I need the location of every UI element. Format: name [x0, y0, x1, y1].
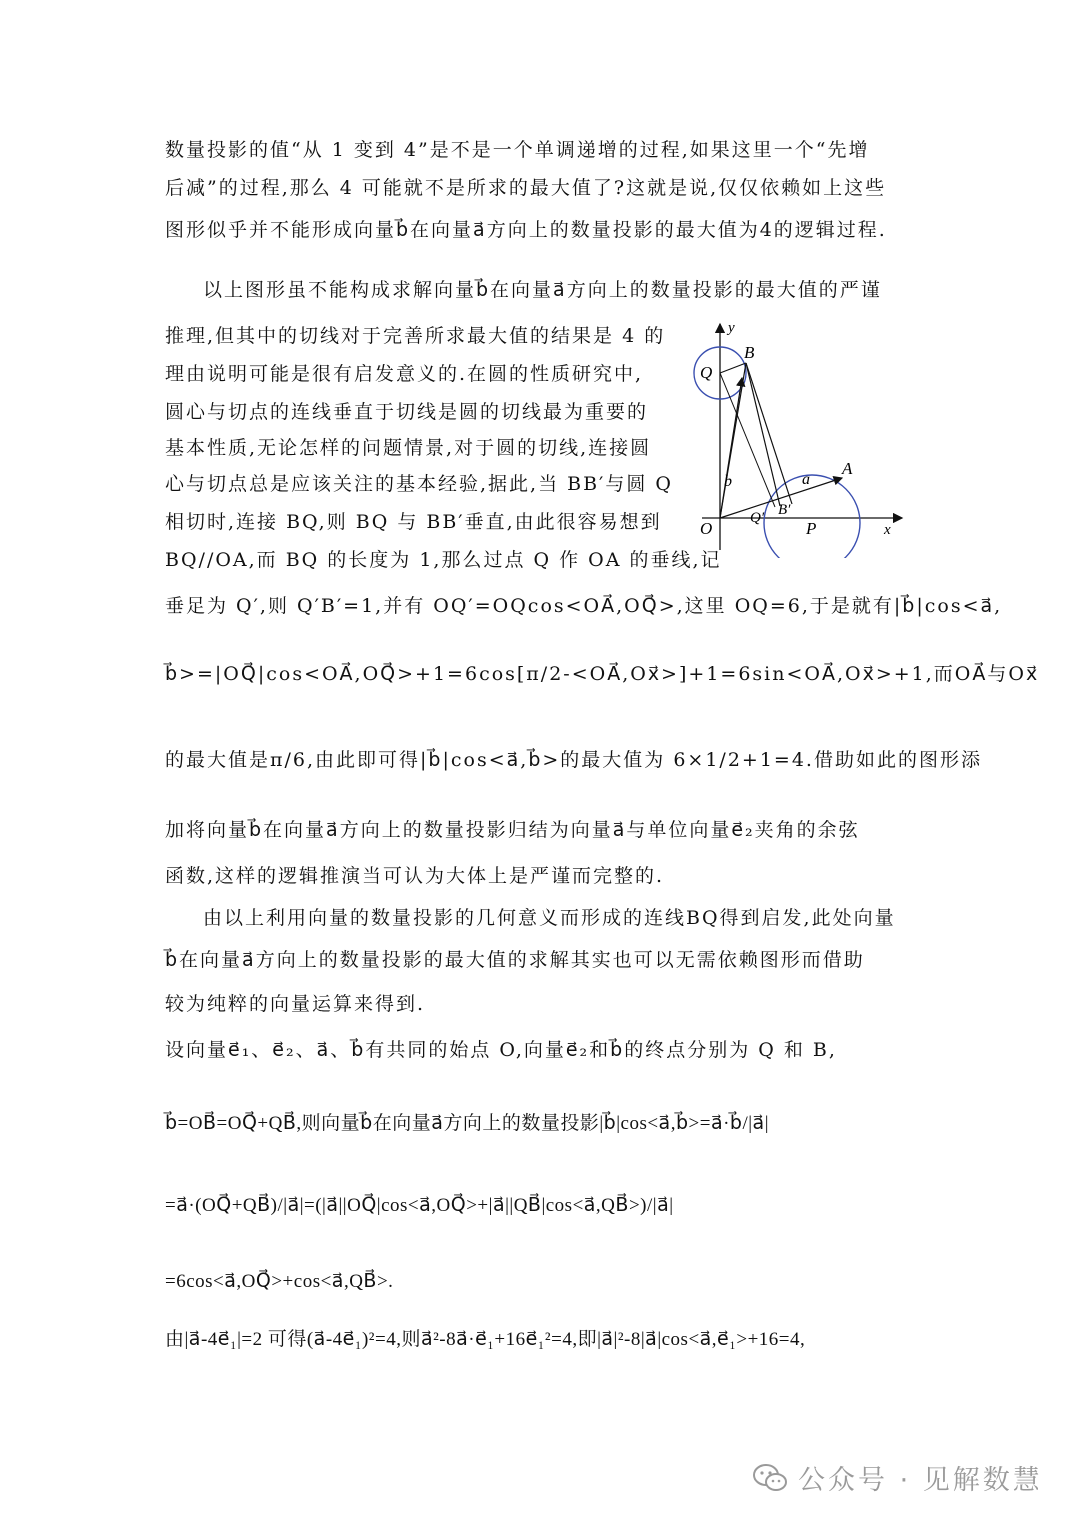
wechat-icon — [752, 1463, 788, 1493]
text-line-18: b⃗在向量a⃗方向上的数量投影的最大值的求解其实也可以无需依赖图形而借助 — [165, 949, 865, 971]
text-line-2: 后减”的过程,那么 4 可能就不是所求的最大值了?这就是说,仅仅依赖如上这些 — [165, 177, 887, 199]
label-q: Q — [700, 363, 713, 382]
text-line-4: 以上图形虽不能构成求解向量b⃗在向量a⃗方向上的数量投影的最大值的严谨 — [203, 279, 882, 301]
segment-bq — [720, 363, 746, 373]
text-line-15: 加将向量b⃗在向量a⃗方向上的数量投影归结为向量a⃗与单位向量e⃗₂夹角的余弦 — [165, 819, 860, 841]
label-q-prime: Q′ — [750, 510, 765, 526]
text-line-11: BQ//OA,而 BQ 的长度为 1,那么过点 Q 作 OA 的垂线,记 — [165, 549, 722, 571]
segment-b-tangent — [746, 363, 792, 504]
formula-line-21: b⃗=OB⃗=OQ⃗+QB⃗,则向量b⃗在向量a⃗方向上的数量投影|b⃗|cos<a⃗,b⃗>=a⃗·b⃗/|a⃗| — [165, 1113, 770, 1134]
text-line-16: 函数,这样的逻辑推演当可认为大体上是严谨而完整的. — [165, 865, 665, 887]
text-line-7: 圆心与切点的连线垂直于切线是圆的切线最为重要的 — [165, 401, 649, 423]
wechat-watermark — [752, 1458, 1043, 1497]
text-line-9: 心与切点总是应该关注的基本经验,据此,当 BB′与圆 Q — [165, 473, 673, 495]
text-line-10: 相切时,连接 BQ,则 BQ 与 BB′垂直,由此很容易想到 — [165, 511, 662, 533]
text-line-13: b⃗>=|OQ⃗|cos<OA⃗,OQ⃗>+1=6cos[π/2-<OA⃗,Ox⃗>]+1=6sin<OA⃗,Ox⃗>+1,而OA⃗与Ox⃗ — [165, 663, 1040, 685]
label-vec-b: b⃗ — [724, 473, 745, 490]
label-b: B — [744, 343, 755, 362]
text-line-6: 理由说明可能是很有启发意义的.在圆的性质研究中, — [165, 363, 644, 385]
text-line-3: 图形似乎并不能形成向量b⃗在向量a⃗方向上的数量投影的最大值为4的逻辑过程. — [165, 219, 887, 241]
watermark-text: 公众号 · 见解数慧 — [798, 1465, 1043, 1496]
text-line-20: 设向量e⃗₁、e⃗₂、a⃗、b⃗有共同的始点 O,向量e⃗₂和b⃗的终点分别为 Q 和 B, — [165, 1039, 837, 1061]
text-line-8: 基本性质,无论怎样的问题情景,对于圆的切线,连接圆 — [165, 437, 652, 459]
formula-line-24: 由|a⃗-4e⃗₁|=2 可得(a⃗-4e⃗₁)²=4,则a⃗²-8a⃗·e⃗₁+16e⃗₁²=4,即|a⃗|²-8|a⃗|cos<a⃗,e⃗₁>+16=4, — [165, 1329, 806, 1350]
text-line-1: 数量投影的值“从 1 变到 4”是不是一个单调递增的过程,如果这里一个“先增 — [165, 139, 870, 161]
formula-line-22: =a⃗·(OQ⃗+QB⃗)/|a⃗|=(|a⃗||OQ⃗|cos<a⃗,OQ⃗>+|a⃗||QB⃗|cos<a⃗,QB⃗>)/|a⃗| — [165, 1195, 674, 1216]
text-line-12: 垂足为 Q′,则 Q′B′=1,并有 OQ′=OQcos<OA⃗,OQ⃗>,这里 OQ=6,于是就有|b⃗|cos<a⃗, — [165, 595, 1003, 617]
label-o: O — [700, 519, 713, 538]
label-b-prime: B′ — [778, 502, 791, 518]
label-y: y — [728, 320, 735, 336]
label-p: P — [806, 519, 817, 538]
text-line-14: 的最大值是π/6,由此即可得|b⃗|cos<a⃗,b⃗>的最大值为 6×1/2+1=4.借助如此的图形添 — [165, 749, 982, 771]
text-line-5: 推理,但其中的切线对于完善所求最大值的结果是 4 的 — [165, 325, 666, 347]
label-vec-a: a⃗ — [802, 471, 823, 488]
segment-bb-prime — [746, 363, 780, 506]
geometry-figure — [690, 318, 918, 558]
text-line-19: 较为纯粹的向量运算来得到. — [165, 993, 426, 1015]
formula-line-23: =6cos<a⃗,OQ⃗>+cos<a⃗,QB⃗>. — [165, 1271, 394, 1292]
label-a: A — [842, 459, 853, 478]
text-line-17: 由以上利用向量的数量投影的几何意义而形成的连线BQ得到启发,此处向量 — [203, 907, 896, 929]
label-x: x — [884, 522, 891, 538]
